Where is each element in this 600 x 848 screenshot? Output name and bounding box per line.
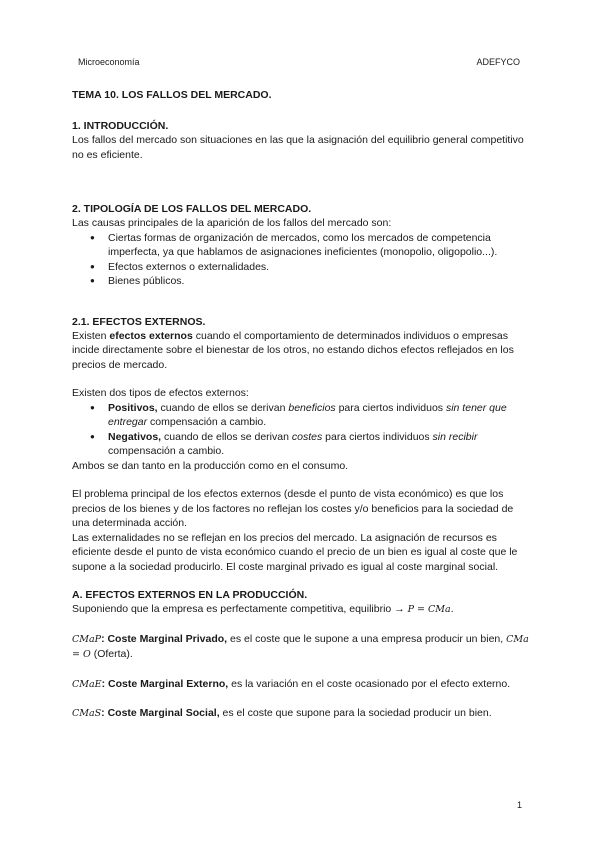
section-1-heading: 1. INTRODUCCIÓN.: [72, 120, 169, 132]
cmae-definition: CMaE: Coste Marginal Externo, es la variación en el coste ocasionado por el efecto externo.: [72, 677, 511, 690]
section-2-intro: Las causas principales de la aparición de los fallos del mercado son:: [72, 217, 392, 229]
types-intro: Existen dos tipos de efectos externos:: [72, 387, 249, 399]
types-list: [72, 401, 532, 459]
equilibrium-text: Suponiendo que la empresa es perfectamente competitiva, equilibrio → P = CMa.: [72, 603, 454, 615]
section-2-1-heading: 2.1. EFECTOS EXTERNOS.: [72, 315, 206, 328]
page-title: TEMA 10. LOS FALLOS DEL MERCADO.: [72, 89, 272, 101]
section-2-heading: 2. TIPOLOGÍA DE LOS FALLOS DEL MERCADO.: [72, 203, 312, 215]
header-course: Microeconomía: [78, 57, 140, 67]
causes-list: [72, 231, 532, 289]
section-1-text: Los fallos del mercado son situaciones en las que la asignación del equilibrio general competitivo no es eficiente.: [72, 134, 524, 161]
external-effects-definition: Existen efectos externos cuando el comportamiento de determinados individuos o empresas incide directamente sobre el bienestar de los otros, no estando dichos efectos reflejados en los precios de mercado.: [72, 329, 514, 371]
cmap-definition: CMaP: Coste Marginal Privado, es el coste que le supone a una empresa producir un bien, CMa = O (Oferta).: [72, 632, 529, 660]
list-item: ● Efectos externos o externalidades.: [108, 260, 532, 275]
both-types-note: Ambos se dan tanto en la producción como en el consumo.: [72, 459, 349, 472]
list-item-positive: ● Positivos, cuando de ellos se derivan beneficios para ciertos individuos sin tener que entregar compensación a cambio.: [108, 401, 532, 430]
externalities-text: Las externalidades no se reflejan en los precios del mercado. La asignación de recursos es eficiente desde el punto de vista económico cuando el precio de un bien es igual al coste que le supone a la sociedad producirlo. El coste marginal privado es igual al coste marginal social.: [72, 531, 518, 573]
main-problem-text: El problema principal de los efectos externos (desde el punto de vista económico) es que los precios de los bienes y de los factores no reflejan los costes y/o beneficios para la sociedad de una determinada acción.: [72, 488, 514, 529]
section-a-heading: A. EFECTOS EXTERNOS EN LA PRODUCCIÓN.: [72, 589, 308, 601]
page-number: 1: [516, 800, 522, 810]
list-item: ● Ciertas formas de organización de mercados, como los mercados de competencia imperfecta, ya que hablamos de asignaciones ineficientes (monopolio, oligopolio...).: [108, 231, 532, 260]
header-degree: ADEFYCO: [476, 57, 520, 67]
list-item: ● Bienes públicos.: [108, 274, 532, 289]
list-item-negative: ● Negativos, cuando de ellos se derivan costes para ciertos individuos sin recibir compensación a cambio.: [108, 430, 532, 459]
document-body: [72, 89, 532, 722]
cmas-definition: CMaS: Coste Marginal Social, es el coste que supone para la sociedad producir un bien.: [72, 707, 492, 719]
